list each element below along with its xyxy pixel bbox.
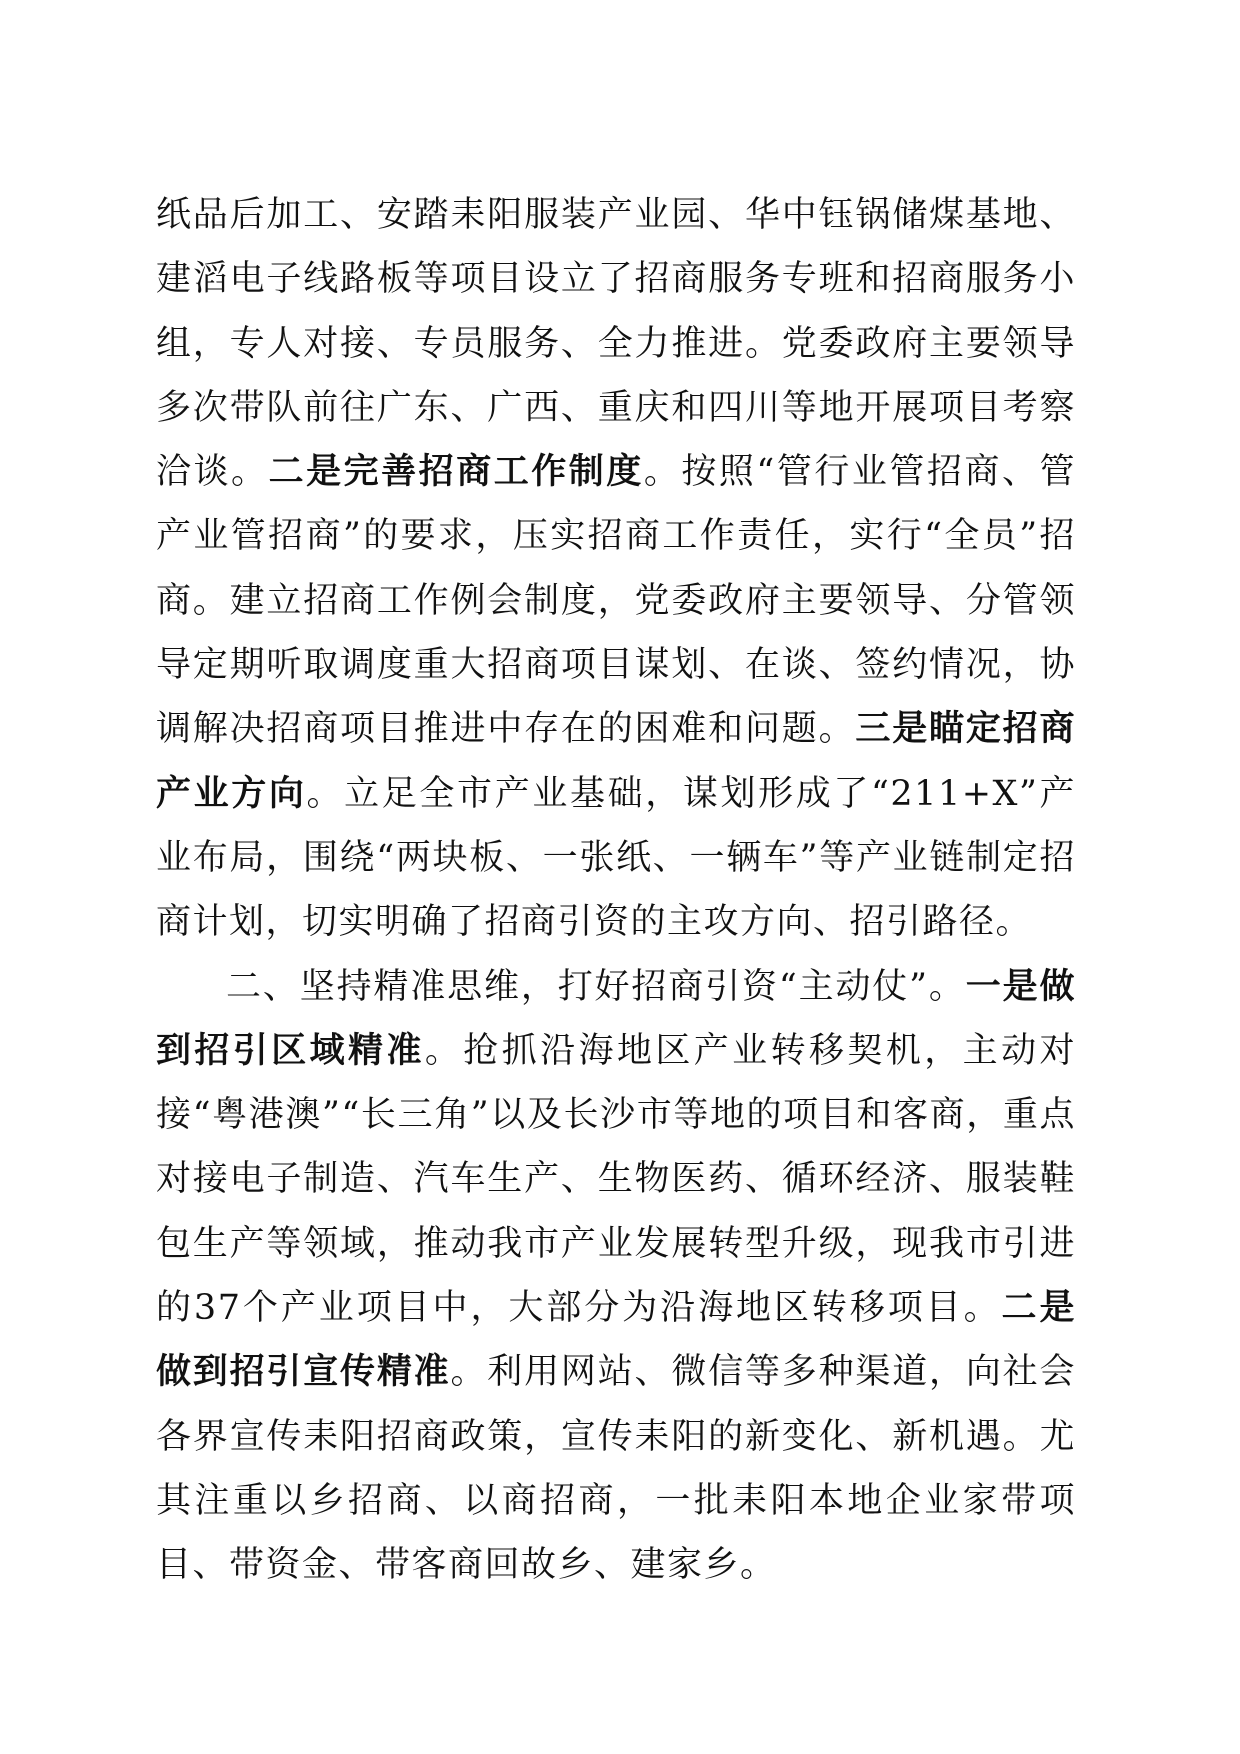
heading-perfect-system: 二是完善招商工作制度 bbox=[268, 452, 644, 493]
body-text bbox=[156, 183, 1076, 1598]
paragraph-1-text-end: 。立足全市产业基础，谋划形成了“211+X”产业布局，围绕“两块板、一张纸、一辆车”等产业链制定招商计划，切实明确了招商引资的主攻方向、招引路径。 bbox=[156, 773, 1076, 943]
heading-region-precision: 一是做到招引区域精准 bbox=[156, 966, 1076, 1071]
section-heading-precision: 二、坚持精准思维，打好招商引资“主动仗”。 bbox=[226, 966, 966, 1007]
paragraph-2-text: 。抢抓沿海地区产业转移契机，主动对接“粤港澳”“长三角”以及长沙市等地的项目和客商，重点对接电子制造、汽车生产、生物医药、循环经济、服装鞋包生产等领域，推动我市产业发展转型升级，现我市引进的37个产业项目中，大部分为沿海地区转移项目。 bbox=[156, 1030, 1076, 1329]
paragraph-1-text-cont: 。按照“管行业管招商、管产业管招商”的要求，压实招商工作责任，实行“全员”招商。建立招商工作例会制度，党委政府主要领导、分管领导定期听取调度重大招商项目谋划、在谈、签约情况，协调解决招商项目推进中存在的困难和问题。 bbox=[156, 452, 1076, 750]
paragraph-1 bbox=[156, 183, 1076, 955]
heading-industry-direction: 三是瞄定招商产业方向 bbox=[156, 709, 1076, 814]
heading-publicity-precision: 二是做到招引宣传精准 bbox=[156, 1288, 1076, 1393]
paragraph-1-text: 纸品后加工、安踏耒阳服装产业园、华中钰锅储煤基地、建滔电子线路板等项目设立了招商服务专班和招商服务小组，专人对接、专员服务、全力推进。党委政府主要领导多次带队前往广东、广西、重庆和四川等地开展项目考察洽谈。 bbox=[156, 195, 1076, 493]
paragraph-2 bbox=[156, 955, 1076, 1598]
paragraph-2-text-end: 。利用网站、微信等多种渠道，向社会各界宣传耒阳招商政策，宣传耒阳的新变化、新机遇。尤其注重以乡招商、以商招商，一批耒阳本地企业家带项目、带资金、带客商回故乡、建家乡。 bbox=[156, 1352, 1076, 1586]
